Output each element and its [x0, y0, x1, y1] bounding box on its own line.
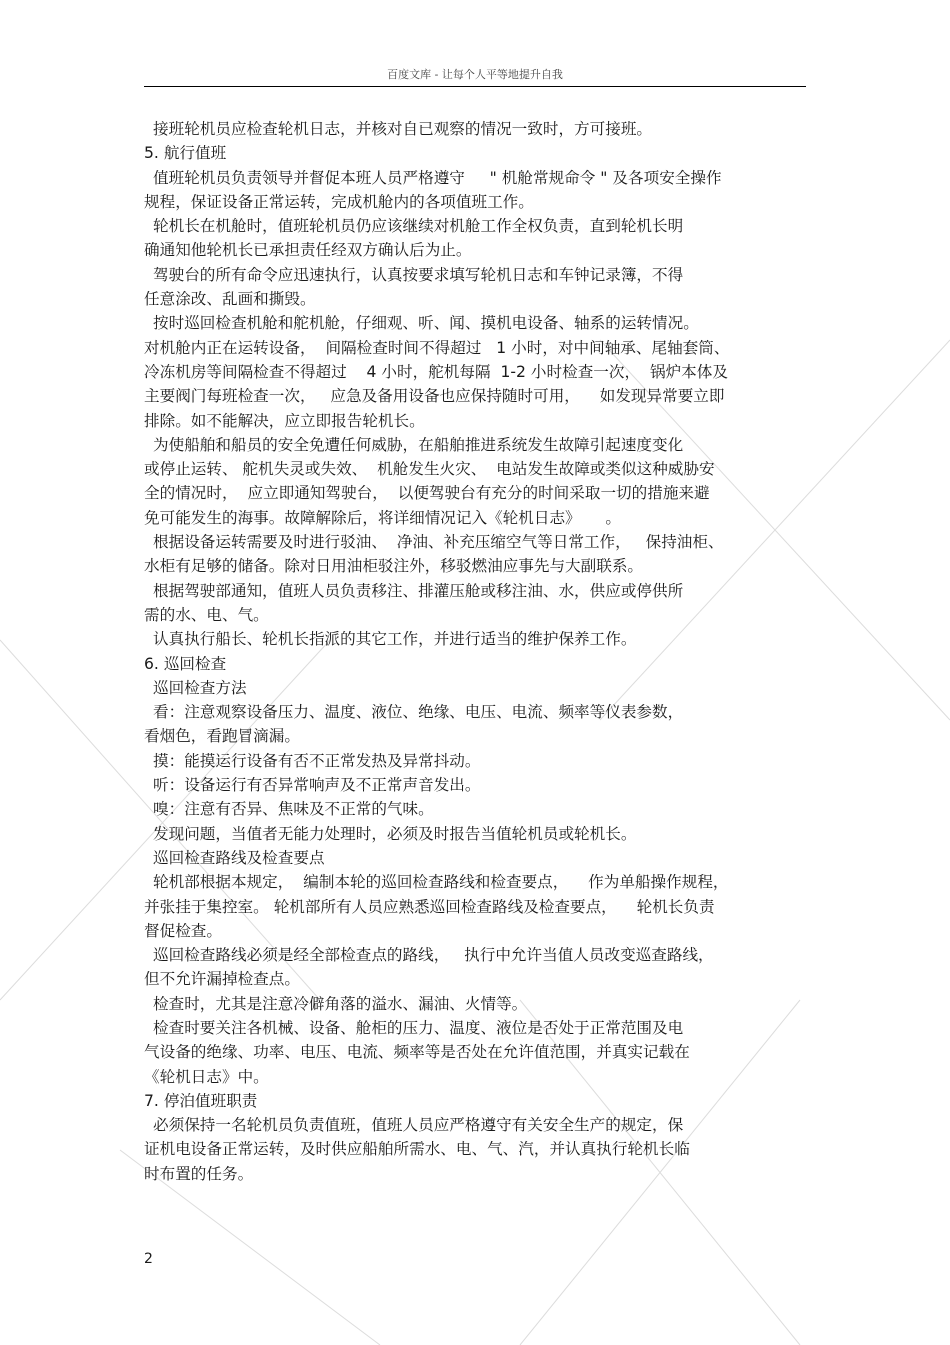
- text-line: 时布置的任务。: [144, 1164, 254, 1183]
- text-line: 6. 巡回检查: [144, 654, 227, 673]
- text-line: 值班轮机员负责领导并督促本班人员严格遵守 " 机舱常规命令 " 及各项安全操作: [153, 168, 722, 187]
- text-line: 根据设备运转需要及时进行驳油、 净油、补充压缩空气等日常工作， 保持油柜、: [153, 533, 724, 552]
- page-number: 2: [144, 1251, 153, 1267]
- text-line: 5. 航行值班: [144, 144, 227, 163]
- text-line: 但不允许漏掉检查点。: [144, 970, 300, 989]
- text-line: 冷冻机房等间隔检查不得超过 4 小时，舵机每隔 1-2 小时检查一次， 锅炉本体及: [144, 362, 728, 381]
- text-line: 任意涂改、乱画和撕毁。: [144, 290, 316, 309]
- text-line: 规程，保证设备正常运转，完成机舱内的各项值班工作。: [144, 192, 534, 211]
- text-line: 必须保持一名轮机员负责值班，值班人员应严格遵守有关安全生产的规定，保: [153, 1116, 684, 1135]
- text-line: 看烟色，看跑冒滴漏。: [144, 727, 300, 746]
- text-line: 《轮机日志》中。: [144, 1067, 269, 1086]
- text-line: 驾驶台的所有命令应迅速执行，认真按要求填写轮机日志和车钟记录簿，不得: [153, 265, 684, 284]
- text-line: 对机舱内正在运转设备， 间隔检查时间不得超过 1 小时，对中间轴承、尾轴套筒、: [144, 338, 730, 357]
- text-line: 嗅：注意有否异、焦味及不正常的气味。: [153, 800, 434, 819]
- text-line: 听：设备运行有否异常响声及不正常声音发出。: [153, 776, 481, 795]
- text-line: 巡回检查路线及检查要点: [153, 848, 325, 867]
- document-body: [144, 117, 809, 1186]
- text-line: 排除。如不能解决，应立即报告轮机长。: [144, 411, 425, 430]
- text-line: 看：注意观察设备压力、温度、液位、绝缘、电压、电流、频率等仪表参数，: [153, 703, 684, 722]
- text-line: 确通知他轮机长已承担责任经双方确认后为止。: [144, 241, 472, 260]
- text-line: 并张挂于集控室。 轮机部所有人员应熟悉巡回检查路线及检查要点， 轮机长负责: [144, 897, 715, 916]
- text-line: 根据驾驶部通知，值班人员负责移注、排灌压舱或移注油、水，供应或停供所: [153, 581, 684, 600]
- text-line: 轮机部根据本规定， 编制本轮的巡回检查路线和检查要点， 作为单船操作规程，: [153, 873, 729, 892]
- text-line: 证机电设备正常运转，及时供应船舶所需水、电、气、汽，并认真执行轮机长临: [144, 1140, 690, 1159]
- page-header: 百度文库 - 让每个人平等地提升自我: [387, 68, 563, 81]
- text-line: 认真执行船长、轮机长指派的其它工作，并进行适当的维护保养工作。: [153, 630, 637, 649]
- text-line: 按时巡回检查机舱和舵机舱，仔细观、听、闻、摸机电设备、轴系的运转情况。: [153, 314, 699, 333]
- text-line: 水柜有足够的储备。除对日用油柜驳注外，移驳燃油应事先与大副联系。: [144, 557, 644, 576]
- text-line: 7. 停泊值班职责: [144, 1091, 258, 1110]
- text-line: 巡回检查方法: [153, 678, 247, 697]
- text-line: 或停止运转、 舵机失灵或失效、 机舱发生火灾、 电站发生故障或类似这种威胁安: [144, 460, 715, 479]
- text-line: 摸：能摸运行设备有否不正常发热及异常抖动。: [153, 751, 481, 770]
- text-line: 发现问题，当值者无能力处理时，必须及时报告当值轮机员或轮机长。: [153, 824, 637, 843]
- text-line: 督促检查。: [144, 921, 222, 940]
- text-line: 检查时要关注各机械、设备、舱柜的压力、温度、液位是否处于正常范围及电: [153, 1018, 684, 1037]
- text-line: 检查时，尤其是注意冷僻角落的溢水、漏油、火情等。: [153, 994, 528, 1013]
- text-line: 全的情况时， 应立即通知驾驶台， 以便驾驶台有充分的时间采取一切的措施来避: [144, 484, 710, 503]
- text-line: 接班轮机员应检查轮机日志，并核对自已观察的情况一致时，方可接班。: [153, 120, 653, 138]
- text-line: 巡回检查路线必须是经全部检查点的路线， 执行中允许当值人员改变巡查路线，: [153, 946, 714, 965]
- text-line: 轮机长在机舱时，值班轮机员仍应该继续对机舱工作全权负责，直到轮机长明: [153, 217, 684, 236]
- header-rule: [144, 86, 806, 87]
- text-line: 需的水、电、气。: [144, 605, 269, 624]
- text-line: 气设备的绝缘、功率、电压、电流、频率等是否处在允许值范围，并真实记载在: [144, 1043, 690, 1062]
- text-line: 免可能发生的海事。故障解除后，将详细情况记入《轮机日志》 。: [144, 508, 622, 527]
- text-line: 为使船舶和船员的安全免遭任何威胁，在船舶推进系统发生故障引起速度变化: [153, 435, 684, 454]
- text-line: 主要阀门每班检查一次， 应急及备用设备也应保持随时可用， 如发现异常要立即: [144, 387, 725, 406]
